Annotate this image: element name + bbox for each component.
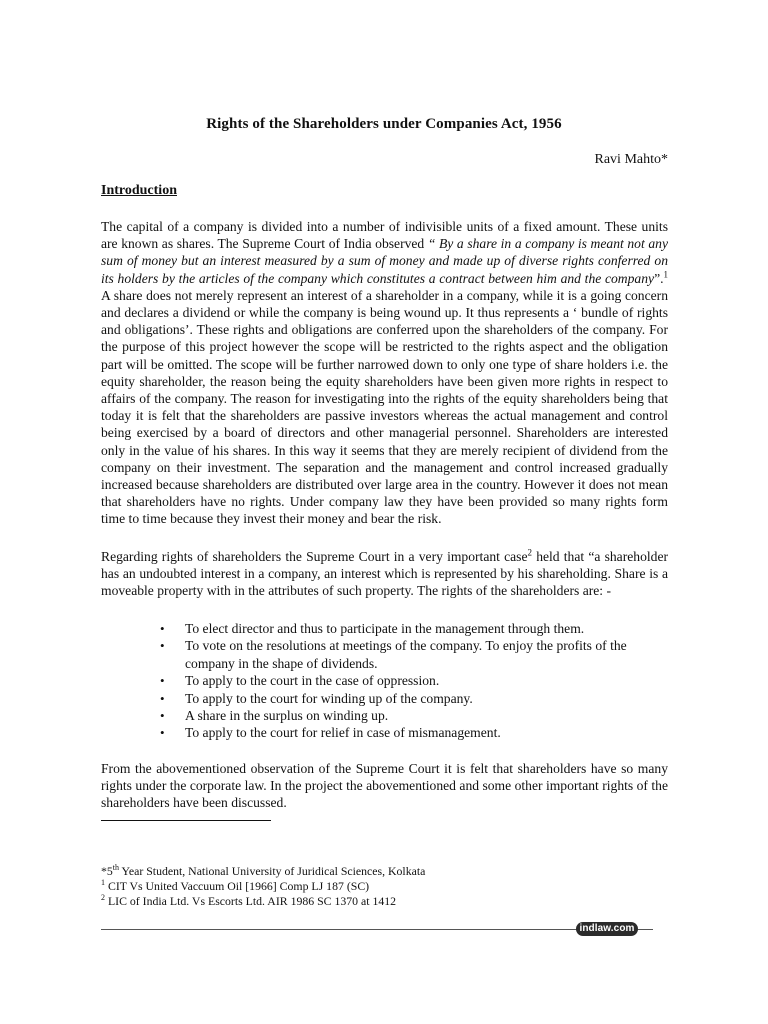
footnote-2-text: LIC of India Ltd. Vs Escorts Ltd. AIR 1986 SC 1370 at 1412 — [105, 894, 397, 908]
paragraph-conclusion — [101, 760, 668, 812]
para3-text: From the abovementioned observation of the Supreme Court it is felt that shareholders have so many rights under the corporate law. In the project the abovementioned and some other important rights of the shareholders have been discussed. — [101, 761, 668, 811]
para2-text-rest: held that “a shareholder has an undoubted interest in a company, an interest which is represented by his shareholding. Share is a moveable property with in the attributes of such property. The rights of the shareholders are: - — [101, 549, 669, 599]
footnotes — [101, 864, 668, 909]
list-item — [160, 690, 668, 707]
para1-text-start: The capital of a company is divided into a number of indivisible units of a fixed amount. These units are known as shares. The Supreme Court of India observed — [101, 219, 668, 252]
para1-quote-close: ”. — [654, 270, 664, 286]
bullet-icon: • — [160, 673, 165, 689]
list-item-text: To apply to the court for winding up of the company. — [185, 690, 473, 706]
footnote-2 — [101, 894, 668, 909]
footnote-ref-2[interactable]: 2 — [527, 547, 533, 558]
footnote-author — [101, 864, 668, 879]
indlaw-logo: indlaw.com — [576, 922, 638, 936]
list-item-text: A share in the surplus on winding up. — [185, 708, 389, 724]
footnote-2-mark: 2 — [101, 893, 105, 903]
list-item-text: To vote on the resolutions at meetings of the company. To enjoy the profits of the company in the shape of dividends. — [185, 638, 627, 671]
footnote-author-pre: *5 — [101, 864, 113, 878]
bullet-icon: • — [160, 725, 165, 741]
list-item — [160, 707, 668, 724]
document-title: Rights of the Shareholders under Companies Act, 1956 — [206, 116, 562, 132]
footnote-author-sup: th — [112, 863, 120, 873]
footnote-1-text: CIT Vs United Vaccuum Oil [1966] Comp LJ 187 (SC) — [105, 879, 370, 893]
list-item — [160, 672, 668, 689]
bullet-icon: • — [160, 638, 165, 654]
footnote-ref-1[interactable]: 1 — [663, 269, 668, 280]
list-item — [160, 620, 668, 637]
footnote-author-text: Year Student, National University of Juridical Sciences, Kolkata — [119, 864, 426, 878]
paragraph-intro — [101, 218, 668, 528]
bullet-icon: • — [160, 708, 165, 724]
list-item — [160, 724, 668, 741]
list-item-text: To apply to the court for relief in case of mismanagement. — [185, 725, 501, 741]
para1-text-rest: A share does not merely represent an interest of a shareholder in a company, while it is a going concern and declares a dividend or while the company is being wound up. It thus represents a ‘ bundle of rights and obligations’. These rights and obligations are conferred upon the shareholders of the company. For the purpose of this project however the scope will be restricted to the rights aspect and the obligation part will be omitted. The scope will be further narrowed down to only one type of share holders i.e. the equity shareholder, the reason being the equity shareholders have been given more rights in respect to affairs of the company. The reason for investigating into the rights of the equity shareholders being that today it is felt that the shareholders are passive investors whereas the actual management and control being exercised by a board of directors and other managerial personnel. Shareholders are interested only in the value of his shares. In this way it seems that they are merely recipient of dividend from the company on their investment. The separation and the management and control increased gradually increased because shareholders are distributed over large area in the country. However it does not mean that shareholders have no rights. Under company law they have been provided so many rights form time to time because they invest their money and bear the risk. — [101, 287, 668, 527]
author-name: Ravi Mahto* — [594, 152, 668, 167]
list-item-text: To elect director and thus to participate in the management through them. — [185, 621, 585, 636]
footnote-1 — [101, 879, 668, 894]
bullet-icon: • — [160, 690, 165, 706]
footnote-divider — [101, 820, 271, 821]
para2-text-start: Regarding rights of shareholders the Supreme Court in a very important case — [101, 549, 528, 564]
rights-list — [160, 620, 668, 742]
page-footer-divider — [101, 929, 653, 930]
court-quote: “ By a share in a company is meant not any sum of money but an interest measured by a sum of money and made up of diverse rights conferred on its holders by the articles of the company which constitutes a contract between him and the company — [101, 236, 668, 286]
paragraph-rights — [101, 548, 668, 600]
list-item-text: To apply to the court in the case of oppression. — [185, 673, 440, 689]
bullet-icon: • — [160, 621, 165, 636]
footnote-1-mark: 1 — [101, 878, 105, 888]
list-item — [160, 637, 668, 672]
section-heading: Introduction — [101, 183, 177, 198]
